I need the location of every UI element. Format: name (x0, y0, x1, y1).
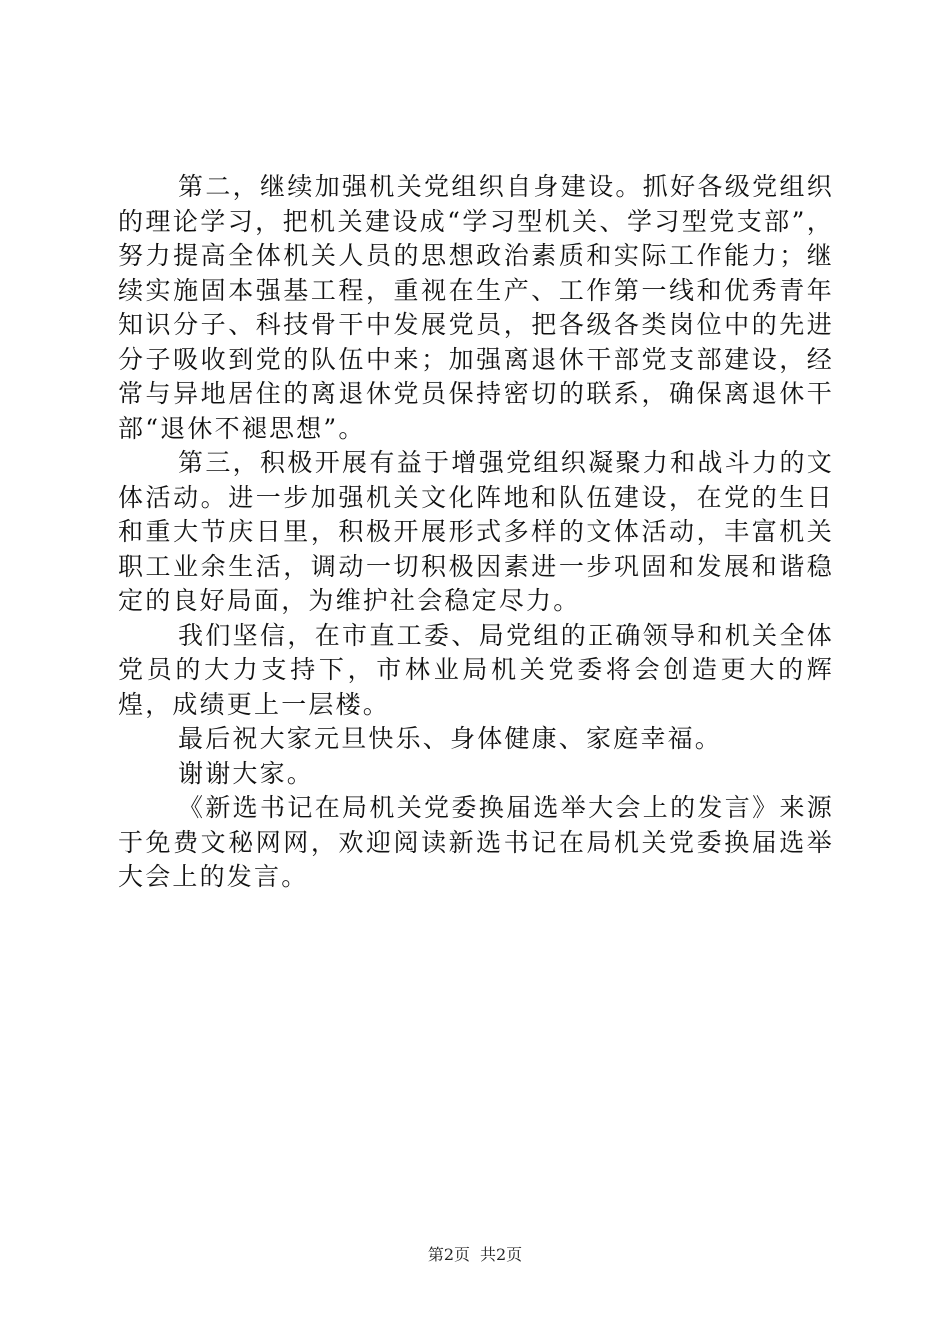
document-body (118, 170, 834, 895)
paragraph-third-point: 第三，积极开展有益于增强党组织凝聚力和战斗力的文体活动。进一步加强机关文化阵地和队伍建设，在党的生日和重大节庆日里，积极开展形式多样的文体活动，丰富机关职工业余生活，调动一切积极因素进一步巩固和发展和谐稳定的良好局面，为维护社会稳定尽力。 (118, 448, 834, 615)
page-number: 第2页 (427, 1245, 470, 1264)
paragraph-second-point: 第二，继续加强机关党组织自身建设。抓好各级党组织的理论学习，把机关建设成“学习型机关、学习型党支部”，努力提高全体机关人员的思想政治素质和实际工作能力；继续实施固本强基工程，重视在生产、工作第一线和优秀青年知识分子、科技骨干中发展党员，把各级各类岗位中的先进分子吸收到党的队伍中来；加强离退休干部党支部建设，经常与异地居住的离退休党员保持密切的联系，确保离退休干部“退休不褪思想”。 (118, 172, 834, 443)
paragraph-wishes: 最后祝大家元旦快乐、身体健康、家庭幸福。 (178, 724, 723, 753)
paragraph-belief: 我们坚信，在市直工委、局党组的正确领导和机关全体党员的大力支持下，市林业局机关党委将会创造更大的辉煌，成绩更上一层楼。 (118, 620, 834, 719)
page-total: 共2页 (480, 1245, 523, 1264)
paragraph-source-note: 《新选书记在局机关党委换届选举大会上的发言》来源于免费文秘网网，欢迎阅读新选书记在局机关党委换届选举大会上的发言。 (118, 793, 834, 891)
paragraph-thanks: 谢谢大家。 (178, 758, 315, 788)
page-footer (0, 1242, 950, 1265)
